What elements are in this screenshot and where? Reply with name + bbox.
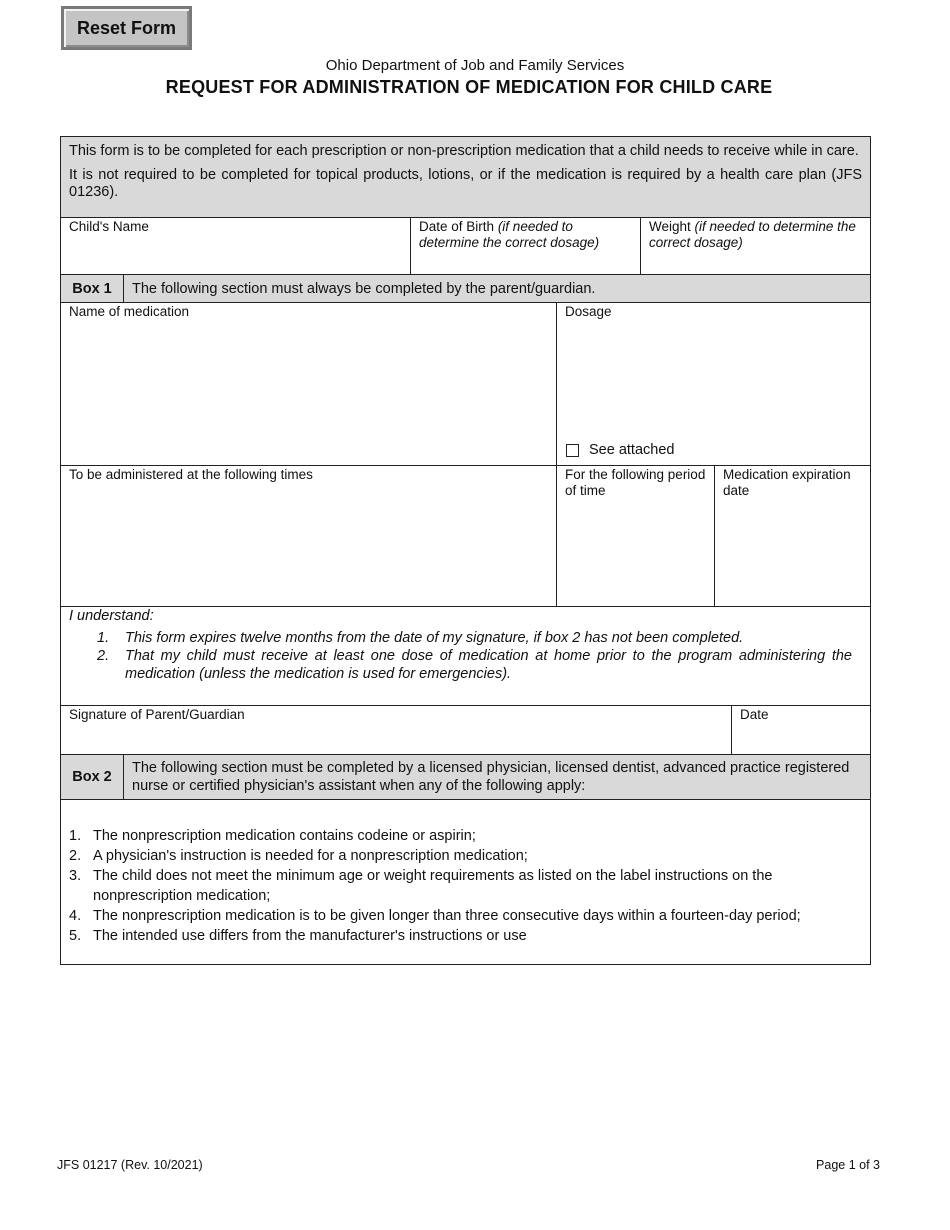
- condition-item: 5. The intended use differs from the manufacturer's instructions or use: [69, 928, 527, 944]
- signature-row: [61, 706, 870, 755]
- form-title: REQUEST FOR ADMINISTRATION OF MEDICATION FOR CHILD CARE: [165, 77, 773, 97]
- medication-name-field[interactable]: [61, 303, 556, 465]
- weight-note: (if needed to determine the correct dosage): [649, 219, 856, 250]
- acknowledgement-section: [61, 607, 870, 706]
- child-info-row: [61, 218, 870, 275]
- childs-name-field[interactable]: [61, 218, 410, 274]
- dosage-field[interactable]: [556, 303, 870, 465]
- weight-label: Weight: [649, 219, 691, 234]
- period-of-time-label: For the following period of time: [565, 467, 706, 498]
- childs-name-label: Child's Name: [69, 219, 149, 234]
- form-number: JFS 01217 (Rev. 10/2021): [57, 1158, 203, 1172]
- administration-row: [61, 466, 870, 607]
- reset-form-button[interactable]: Reset Form: [61, 6, 192, 50]
- page-number: Page 1 of 3: [816, 1158, 880, 1172]
- intro-paragraph-2: It is not required to be completed for topical products, lotions, or if the medication is required by a health care plan (JFS 01236).: [69, 167, 862, 200]
- period-of-time-field[interactable]: [556, 466, 714, 606]
- condition-item: 3. The child does not meet the minimum age or weight requirements as listed on the label instructions on the nonprescription medication;: [69, 868, 773, 904]
- administration-times-field[interactable]: [61, 466, 556, 606]
- box1-instruction: The following section must always be completed by the parent/guardian.: [123, 275, 870, 302]
- box2-instruction: The following section must be completed by a licensed physician, licensed dentist, advanced practice registered nurse or certified physician's assistant when any of the following apply:: [123, 755, 870, 799]
- medication-form: [60, 136, 871, 965]
- date-of-birth-field[interactable]: [410, 218, 640, 274]
- box2-label: Box 2: [72, 769, 112, 785]
- box2-header: [61, 755, 870, 800]
- parent-signature-field[interactable]: [61, 706, 731, 754]
- medication-row: [61, 303, 870, 466]
- see-attached-label: See attached: [589, 442, 675, 458]
- box1-header: [61, 275, 870, 303]
- dob-label: Date of Birth: [419, 219, 495, 234]
- condition-item: 4. The nonprescription medication is to be given longer than three consecutive days within a fourteen-day period;: [69, 908, 801, 924]
- condition-item: 1. The nonprescription medication contains codeine or aspirin;: [69, 828, 476, 844]
- understand-item: 1. This form expires twelve months from the date of my signature, if box 2 has not been completed.: [97, 630, 744, 646]
- agency-name: Ohio Department of Job and Family Services: [325, 57, 625, 74]
- expiration-date-label: Medication expiration date: [723, 467, 851, 498]
- intro-paragraph-1: This form is to be completed for each prescription or non-prescription medication that a child needs to receive while in care.: [69, 143, 859, 159]
- medication-name-label: Name of medication: [69, 304, 190, 319]
- condition-item: 2. A physician's instruction is needed for a nonprescription medication;: [69, 848, 528, 864]
- administration-times-label: To be administered at the following times: [69, 467, 313, 482]
- box1-label: Box 1: [72, 280, 112, 297]
- understand-item: 2. That my child must receive at least one dose of medication at home prior to the program administering the medication (unless the medication is used for emergencies).: [97, 648, 852, 682]
- dosage-label: Dosage: [565, 304, 612, 319]
- parent-signature-label: Signature of Parent/Guardian: [69, 707, 245, 722]
- understand-intro: I understand:: [69, 608, 154, 624]
- signature-date-label: Date: [740, 707, 769, 722]
- box2-conditions: [69, 826, 864, 946]
- see-attached-option[interactable]: [566, 442, 674, 458]
- dob-note: (if needed to determine the correct dosage): [419, 219, 600, 250]
- signature-date-field[interactable]: [731, 706, 870, 754]
- see-attached-checkbox[interactable]: [566, 444, 579, 457]
- weight-field[interactable]: [640, 218, 870, 274]
- expiration-date-field[interactable]: [714, 466, 870, 606]
- intro-section: [61, 137, 870, 218]
